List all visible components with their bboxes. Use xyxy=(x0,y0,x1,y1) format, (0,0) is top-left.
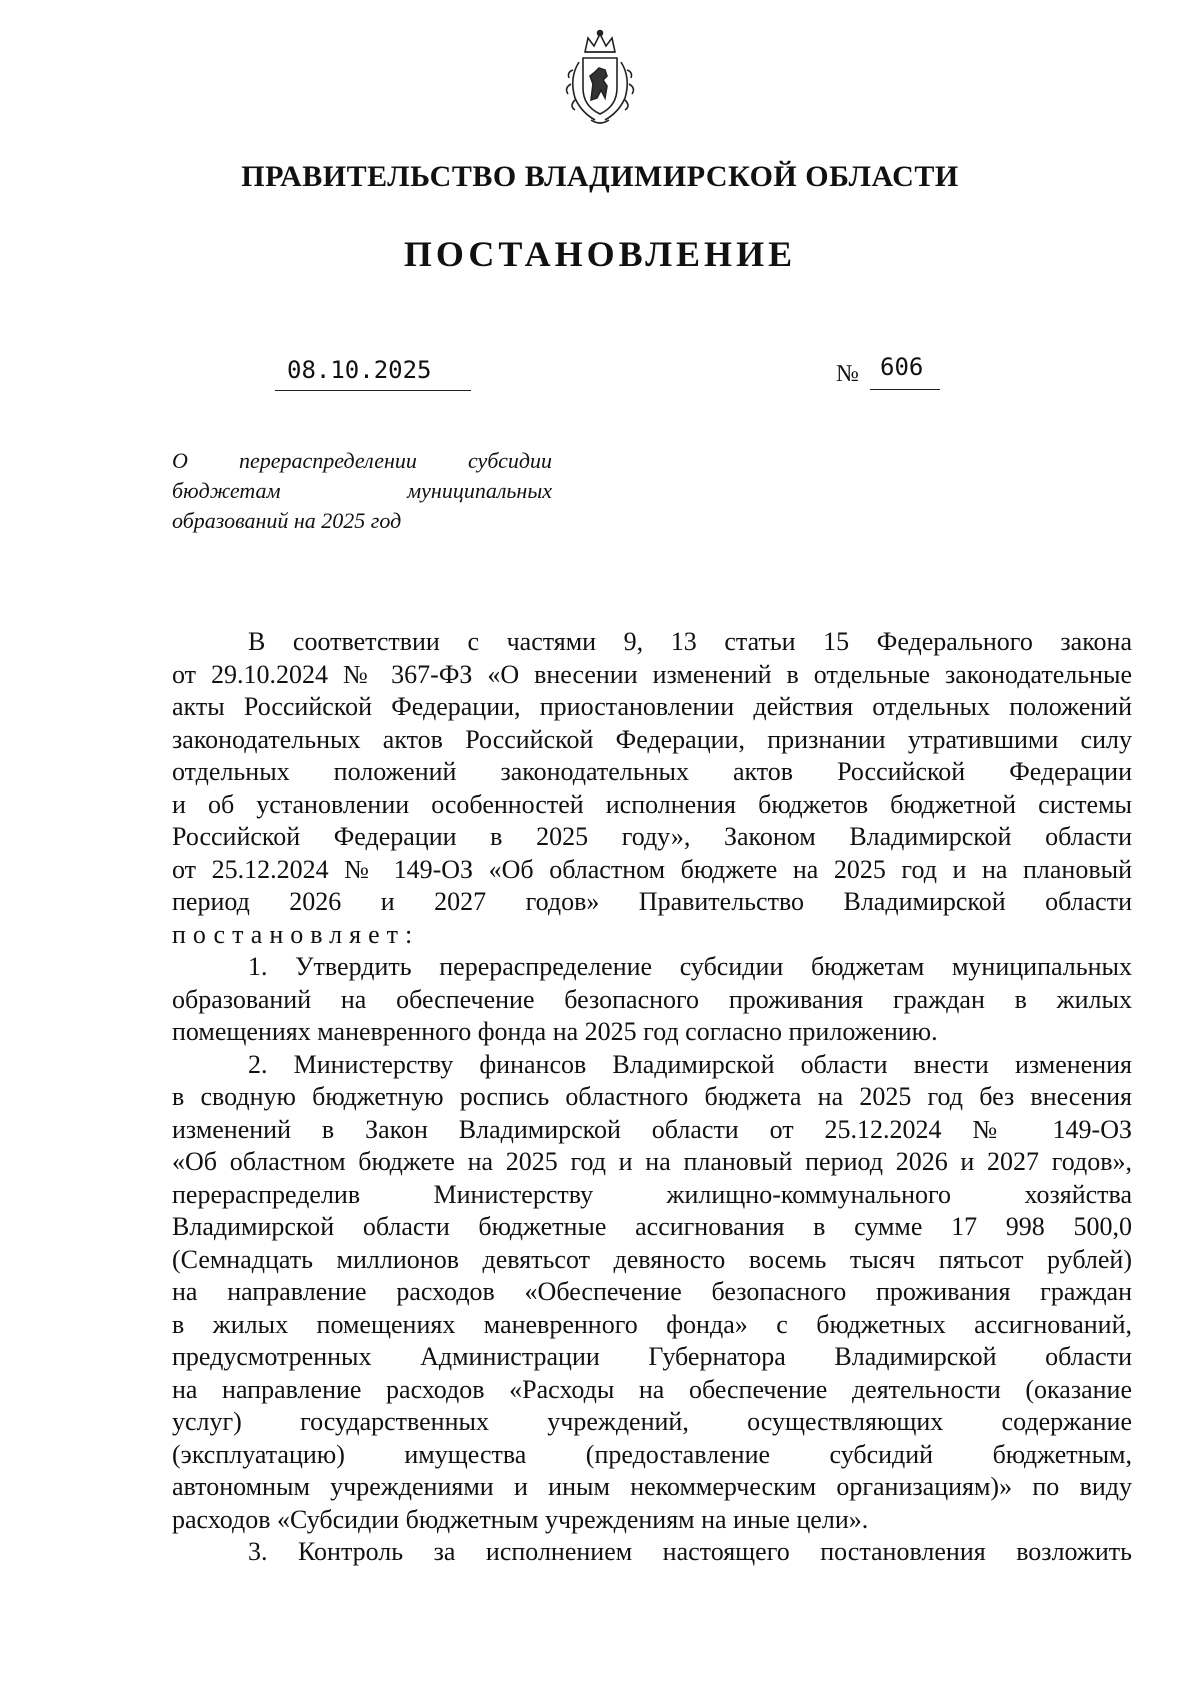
body-line: (эксплуатацию) имущества (предоставление субсидий бюджетным, xyxy=(172,1439,1132,1469)
body-line: «Об областном бюджете на 2025 год и на плановый период 2026 и 2027 годов», xyxy=(172,1147,1132,1176)
body-line: предусмотренных Администрации Губернатора Владимирской области xyxy=(172,1342,1132,1371)
subject-line: О перераспределении субсидии xyxy=(172,448,552,473)
government-title: ПРАВИТЕЛЬСТВО ВЛАДИМИРСКОЙ ОБЛАСТИ xyxy=(241,160,959,193)
body-line: услуг) государственных учреждений, осуществляющих содержание xyxy=(172,1407,1132,1436)
body-line: законодательных актов Российской Федерации, признании утратившими силу xyxy=(172,724,1132,754)
body-line: В соответствии с частями 9, 13 статьи 15 Федерального закона xyxy=(248,627,1132,656)
subject-line: бюджетам муниципальных xyxy=(172,478,552,503)
coat-of-arms-emblem xyxy=(555,28,645,128)
body-line: расходов «Субсидии бюджетным учреждениям на иные цели». xyxy=(172,1504,869,1534)
number-field xyxy=(870,353,940,390)
body-line: (Семнадцать миллионов девятьсот девяносто восемь тысяч пятьсот рублей) xyxy=(172,1244,1132,1274)
body-line: изменений в Закон Владимирской области от 25.12.2024 № 149-ОЗ xyxy=(172,1114,1132,1144)
body-line: образований на обеспечение безопасного проживания граждан в жилых xyxy=(172,984,1132,1014)
document-type-title: ПОСТАНОВЛЕНИЕ xyxy=(403,234,797,274)
body-line: на направление расходов «Расходы на обеспечение деятельности (оказание xyxy=(172,1374,1132,1404)
body-line: и об установлении особенностей исполнения бюджетов бюджетной системы xyxy=(172,789,1132,819)
body-line: на направление расходов «Обеспечение безопасного проживания граждан xyxy=(172,1277,1132,1306)
document-number: 606 xyxy=(880,353,924,381)
body-line: перераспределив Министерству жилищно-коммунального хозяйства xyxy=(172,1179,1132,1209)
body-line: Российской Федерации в 2025 году», Законом Владимирской области xyxy=(172,822,1132,851)
body-line: от 25.12.2024 № 149-ОЗ «Об областном бюджете на 2025 год и на плановый xyxy=(172,854,1132,884)
body-line: Владимирской области бюджетные ассигнования в сумме 17 998 500,0 xyxy=(172,1212,1132,1241)
subject-line: образований на 2025 год xyxy=(172,508,402,533)
body-line-resolves: постановляет: xyxy=(172,919,420,949)
body-line: в жилых помещениях маневренного фонда» с бюджетных ассигнований, xyxy=(172,1309,1132,1339)
body-line: 2. Министерству финансов Владимирской области внести изменения xyxy=(248,1049,1132,1079)
document-subject xyxy=(172,446,552,536)
body-line: в сводную бюджетную роспись областного бюджета на 2025 год без внесения xyxy=(172,1082,1132,1111)
body-line: помещениях маневренного фонда на 2025 год согласно приложению. xyxy=(172,1017,938,1046)
body-line: 3. Контроль за исполнением настоящего постановления возложить xyxy=(248,1537,1132,1566)
document-date: 08.10.2025 xyxy=(287,356,432,384)
document-body xyxy=(172,626,1132,1569)
date-field xyxy=(275,356,471,391)
body-line: отдельных положений законодательных актов Российской Федерации xyxy=(172,757,1132,786)
number-sign: № xyxy=(836,361,859,387)
body-line: период 2026 и 2027 годов» Правительство Владимирской области xyxy=(172,887,1132,916)
body-line: от 29.10.2024 № 367-ФЗ «О внесении изменений в отдельные законодательные xyxy=(172,659,1132,689)
body-line: 1. Утвердить перераспределение субсидии бюджетам муниципальных xyxy=(248,952,1132,981)
body-line: акты Российской Федерации, приостановлении действия отдельных положений xyxy=(172,692,1132,721)
body-line: автономным учреждениями и иным некоммерческим организациям)» по виду xyxy=(172,1472,1132,1501)
